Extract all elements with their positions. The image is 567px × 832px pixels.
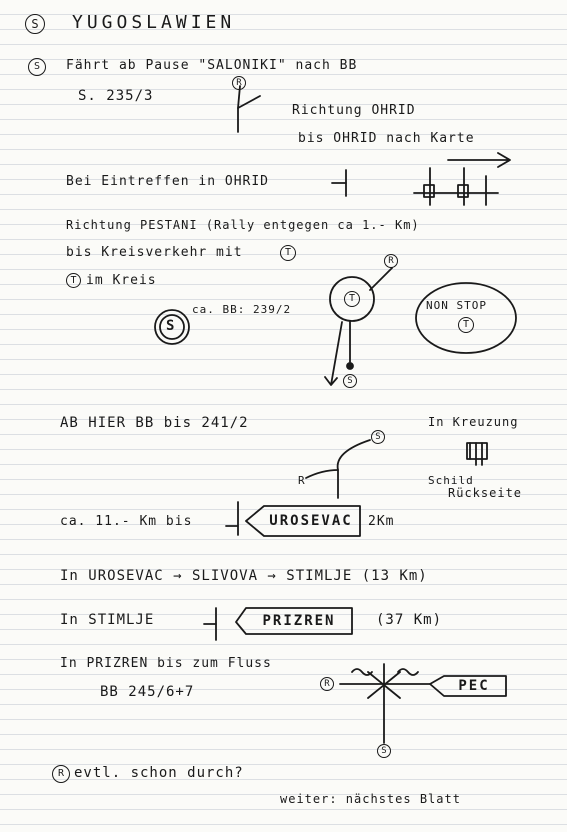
- page-title: YUGOSLAWIEN: [72, 12, 236, 33]
- note-line-5: Bei Eintreffen in OHRID: [66, 174, 270, 189]
- nonstop-label: NON STOP: [426, 299, 487, 312]
- roundabout-s-marker: S: [343, 374, 357, 388]
- roundabout-marker-2: T: [66, 273, 81, 288]
- nonstop-marker: T: [458, 317, 474, 333]
- note-line-7: bis Kreisverkehr mit: [66, 245, 243, 260]
- note-line-14: ca. 11.- Km bis: [60, 514, 193, 529]
- note-line-8: im Kreis: [86, 273, 157, 288]
- note-line-21: evtl. schon durch?: [74, 765, 244, 781]
- cross-s-marker: S: [377, 744, 391, 758]
- note-line-6: Richtung PESTANI (Rally entgegen ca 1.- Km): [66, 218, 420, 232]
- junction-sketch-1: [238, 96, 260, 132]
- continued-note: weiter: nächstes Blatt: [280, 792, 461, 806]
- rally-marker: R: [52, 765, 70, 783]
- start-marker: S: [28, 58, 46, 76]
- roundabout-marker: T: [280, 245, 296, 261]
- roundabout-center: T: [344, 291, 360, 307]
- header-marker: S: [25, 14, 45, 34]
- prizren-sign: PRIZREN: [262, 613, 336, 629]
- cross-r-marker: R: [320, 677, 334, 691]
- note-line-16: In UROSEVAC → SLIVOVA → STIMLJE (13 Km): [60, 568, 428, 584]
- pec-sign: PEC: [458, 678, 490, 694]
- turn-r-label: R: [298, 474, 306, 487]
- big-s-label: S: [166, 318, 176, 334]
- turn-s-marker: S: [371, 430, 385, 444]
- note-line-12: Schild: [428, 474, 474, 487]
- note-line-13: Rückseite: [448, 486, 523, 500]
- note-line-15: 2Km: [368, 514, 395, 529]
- note-line-2: S. 235/3: [78, 88, 154, 104]
- note-line-10: AB HIER BB bis 241/2: [60, 415, 249, 431]
- note-line-3: Richtung OHRID: [292, 103, 416, 118]
- note-line-18: (37 Km): [376, 612, 443, 628]
- roundabout-r-marker: R: [384, 254, 398, 268]
- note-line-11: In Kreuzung: [428, 415, 519, 429]
- diagram-marker-r: R: [232, 76, 246, 90]
- urosevac-sign: UROSEVAC: [269, 513, 353, 529]
- note-line-20: BB 245/6+7: [100, 684, 195, 700]
- note-line-19: In PRIZREN bis zum Fluss: [60, 656, 272, 671]
- note-line-9: ca. BB: 239/2: [192, 303, 292, 316]
- note-line-1: Fährt ab Pause "SALONIKI" nach BB: [66, 58, 358, 73]
- note-line-17: In STIMLJE: [60, 612, 155, 628]
- note-line-4: bis OHRID nach Karte: [298, 131, 475, 146]
